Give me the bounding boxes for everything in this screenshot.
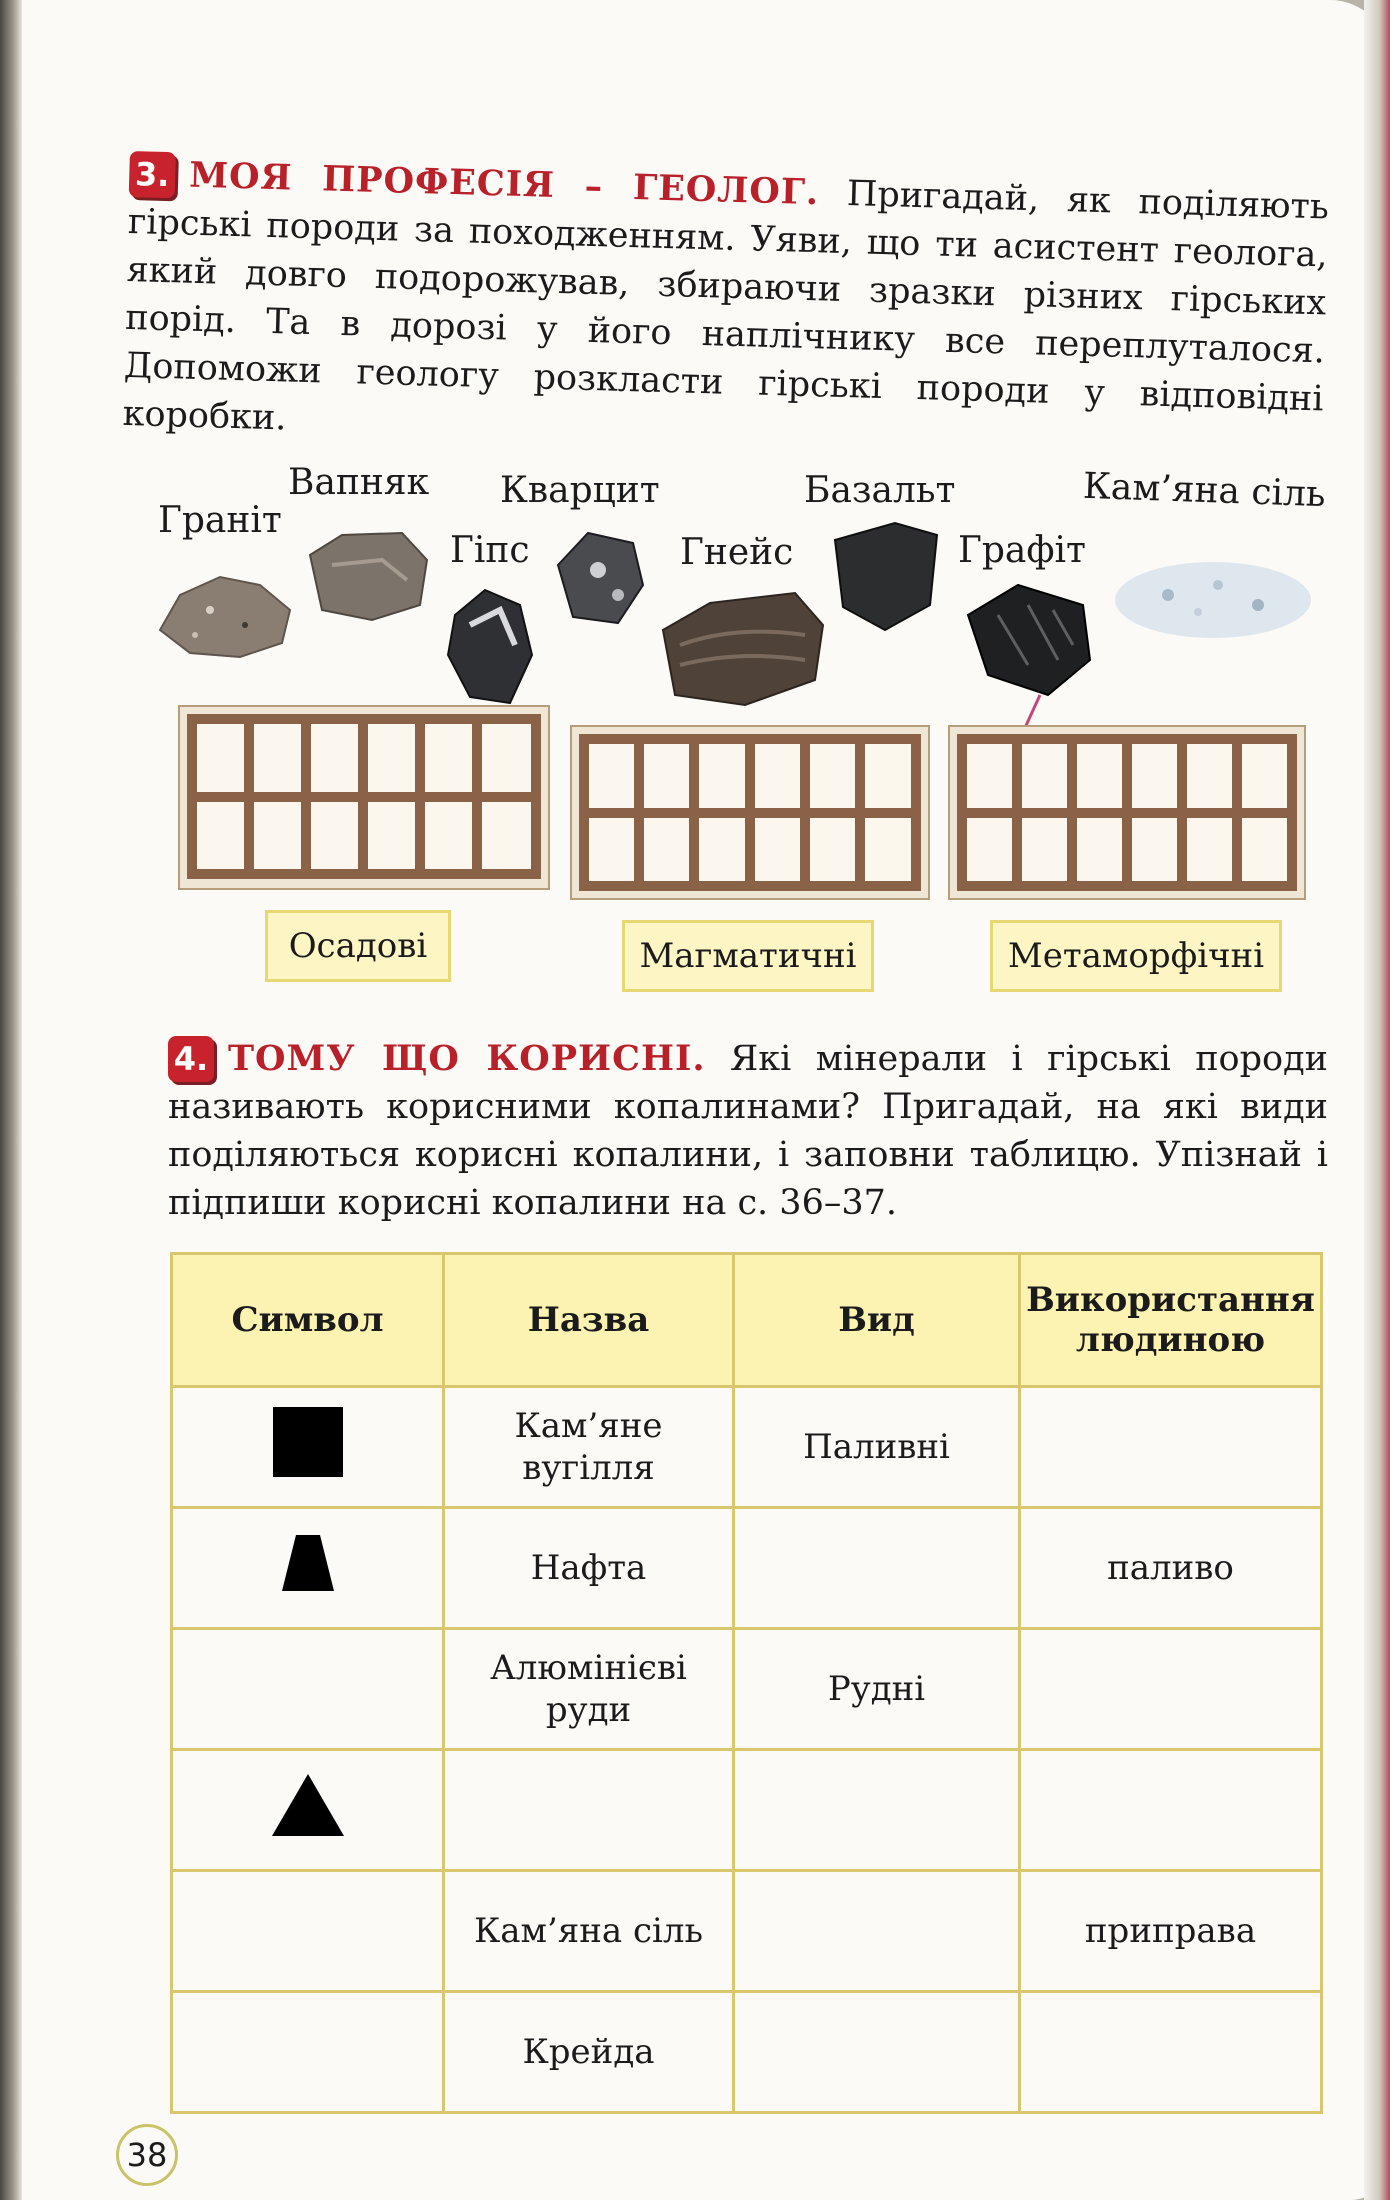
graphite-rock-image[interactable] (958, 575, 1098, 700)
type-cell[interactable] (734, 1750, 1020, 1871)
header-type: Вид (734, 1254, 1020, 1387)
gneiss-rock-image[interactable] (655, 585, 830, 710)
metamorphic-box[interactable] (948, 725, 1306, 900)
table-row (172, 1629, 1322, 1750)
symbol-cell (172, 1387, 444, 1508)
label-gneiss: Гнейс (680, 532, 794, 573)
metamorphic-box-label: Метаморфічні (990, 920, 1282, 992)
minerals-table (170, 1252, 1323, 2114)
type-cell[interactable] (734, 1508, 1020, 1629)
basalt-rock-image[interactable] (825, 515, 945, 635)
square-icon (273, 1407, 343, 1477)
label-gypsum: Гіпс (450, 530, 530, 571)
igneous-box[interactable] (570, 725, 930, 900)
use-cell[interactable]: приправа (1020, 1871, 1322, 1992)
label-granite: Граніт (158, 500, 282, 541)
symbol-cell[interactable] (172, 1871, 444, 1992)
page-left-edge (0, 0, 22, 2200)
gypsum-rock-image[interactable] (440, 585, 540, 710)
use-cell[interactable] (1020, 1992, 1322, 2113)
sedimentary-box-label: Осадові (265, 910, 451, 982)
label-rock-salt: Кам’яна сіль (1082, 465, 1327, 516)
task-4-title: ТОМУ ЩО КОРИСНІ. (228, 1038, 706, 1079)
header-name: Назва (444, 1254, 734, 1387)
name-cell[interactable]: Алюмінієві руди (444, 1629, 734, 1750)
limestone-rock-image[interactable] (302, 525, 432, 625)
symbol-cell[interactable] (172, 1992, 444, 2113)
header-symbol: Символ (172, 1254, 444, 1387)
name-cell[interactable]: Кам’яне вугілля (444, 1387, 734, 1508)
symbol-cell (172, 1750, 444, 1871)
label-limestone: Вапняк (288, 462, 430, 503)
table-row (172, 1750, 1322, 1871)
table-row (172, 1508, 1322, 1629)
name-cell[interactable]: Нафта (444, 1508, 734, 1629)
label-basalt: Базальт (804, 470, 956, 511)
task-3-text: Пригадай, як поділяють гірські породи за походженням. Уяви, що ти асистент геолога, який довго подорожував, збираючи зразки різних гірських порід. Та в дорозі у його наплічнику все переплуталося. Допоможи геологу розкласти гірські породи у відповідні коробки. (122, 174, 1330, 439)
task-4-text: Які мінерали і гірські породи називають корисними копалинами? Пригадай, на які види поділяються корисні копалини, і заповни таблицю. Упізнай і підпиши корисні копалини на с. 36–37. (168, 1039, 1328, 1223)
table-row (172, 1387, 1322, 1508)
triangle-icon (270, 1772, 346, 1838)
page-number: 38 (116, 2124, 178, 2186)
name-cell[interactable]: Кам’яна сіль (444, 1871, 734, 1992)
use-cell[interactable] (1020, 1750, 1322, 1871)
task-3-title: МОЯ ПРОФЕСІЯ – ГЕОЛОГ. (188, 154, 820, 214)
task-3-number: 3. (129, 151, 176, 198)
use-cell[interactable] (1020, 1629, 1322, 1750)
name-cell[interactable]: Крейда (444, 1992, 734, 2113)
task-4-paragraph (168, 1035, 1328, 1227)
type-cell[interactable] (734, 1871, 1020, 1992)
table-row (172, 1871, 1322, 1992)
rock-salt-image[interactable] (1108, 540, 1318, 645)
type-cell[interactable]: Рудні (734, 1629, 1020, 1750)
igneous-box-label: Магматичні (622, 920, 874, 992)
sedimentary-box[interactable] (178, 705, 550, 890)
use-cell[interactable]: паливо (1020, 1508, 1322, 1629)
symbol-cell[interactable] (172, 1629, 444, 1750)
task-4-number: 4. (168, 1036, 214, 1082)
symbol-cell (172, 1508, 444, 1629)
trapezoid-icon (280, 1533, 336, 1593)
label-graphite: Графіт (958, 530, 1086, 571)
table-header-row (172, 1254, 1322, 1387)
header-use: Використання людиною (1020, 1254, 1322, 1387)
quartzite-rock-image[interactable] (548, 525, 648, 630)
granite-rock-image[interactable] (150, 555, 300, 665)
name-cell[interactable] (444, 1750, 734, 1871)
task-3-paragraph (122, 150, 1330, 471)
use-cell[interactable] (1020, 1387, 1322, 1508)
type-cell[interactable] (734, 1992, 1020, 2113)
table-row (172, 1992, 1322, 2113)
page-right-edge (1364, 0, 1390, 2200)
type-cell[interactable]: Паливні (734, 1387, 1020, 1508)
label-quartzite: Кварцит (500, 470, 660, 511)
